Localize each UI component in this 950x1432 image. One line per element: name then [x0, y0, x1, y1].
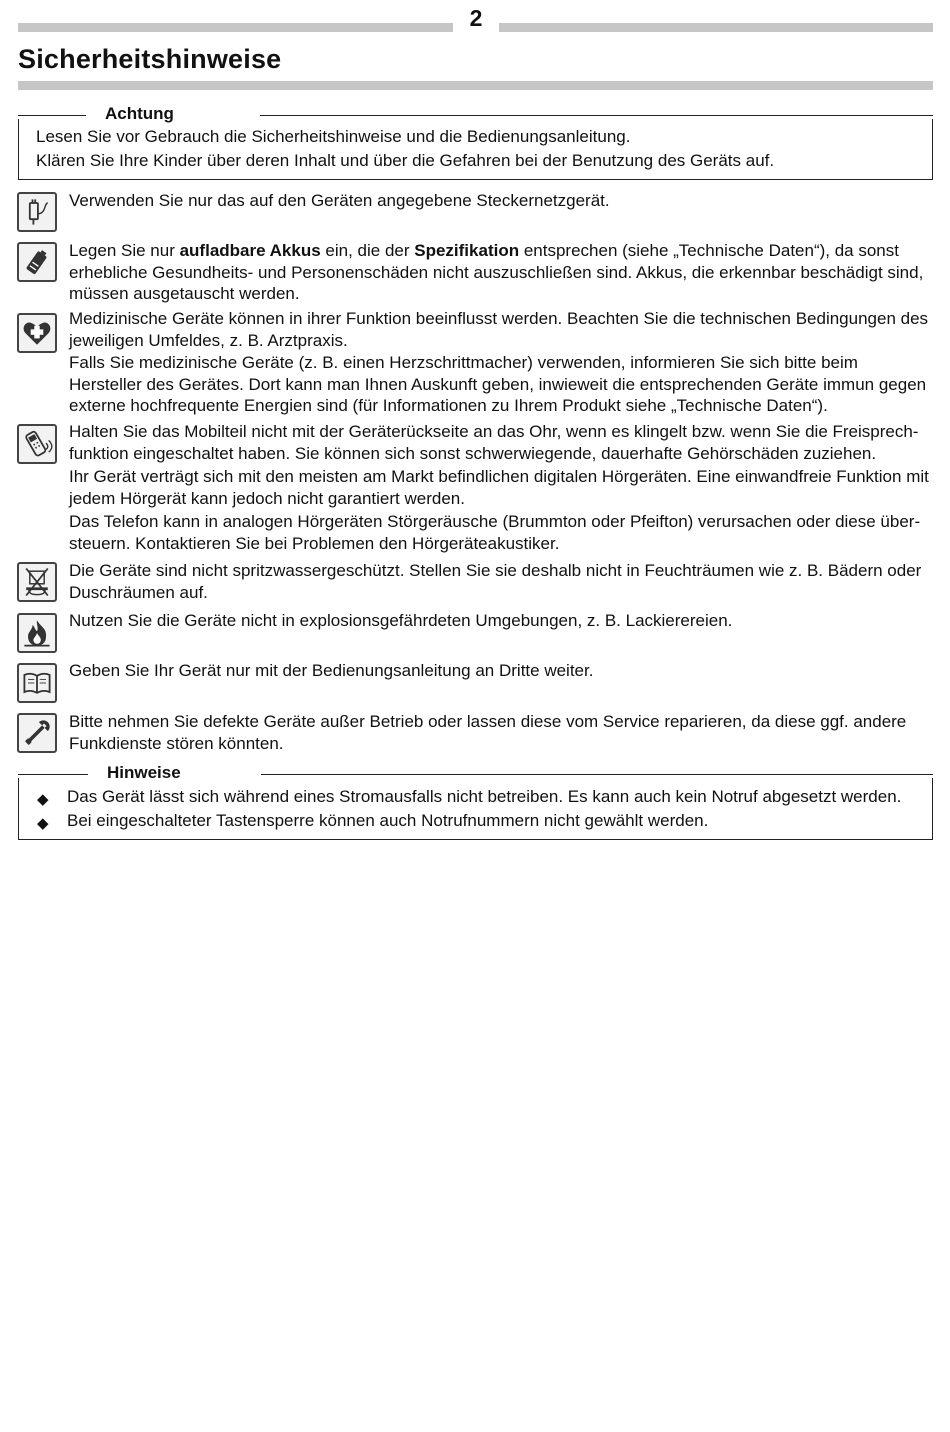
title-rule — [18, 81, 933, 90]
achtung-label: Achtung — [105, 104, 174, 123]
handset-text-3: Das Telefon kann in analogen Hörgeräten Störgeräusche (Brummton oder Pfeifton) verursachen oder diese über-steuern. Kontaktieren Sie bei Problemen den Hörgeräteakustiker. — [69, 512, 921, 553]
hinweise-label: Hinweise — [107, 763, 181, 782]
achtung-line-2: Klären Sie Ihre Kinder über deren Inhalt und über die Gefahren bei der Benutzung des Geräts auf. — [36, 150, 775, 170]
power-adapter-text: Verwenden Sie nur das auf den Geräten angegebene Steckernetzgerät. — [69, 191, 610, 210]
explosion-text: Nutzen Sie die Geräte nicht in explosionsgefährdeten Umgebungen, z. B. Lackierereien. — [69, 611, 733, 630]
battery-icon — [17, 242, 57, 282]
hinweise-box — [18, 778, 933, 840]
explosion-flame-icon — [17, 613, 57, 653]
hinweise-bullet-item — [19, 810, 932, 832]
handset-text-2: Ihr Gerät verträgt sich mit den meisten am Markt befindlichen digitalen Hörgeräten. Eine einwandfreie Funktion mit jedem Hörgerät kann jedoch nicht garantiert werden. — [69, 467, 929, 508]
service-text: Bitte nehmen Sie defekte Geräte außer Betrieb oder lassen diese vom Service reparieren, da diese ggf. andere Funkdienste stören könnten. — [69, 712, 907, 753]
achtung-line-1: Lesen Sie vor Gebrauch die Sicherheitshinweise und die Bedienungsanleitung. — [36, 127, 631, 146]
header-bar-left — [18, 23, 453, 32]
page-title: Sicherheitshinweise — [18, 44, 282, 74]
medical-cross-icon — [17, 313, 57, 353]
battery-text — [69, 240, 935, 305]
diamond-bullet-icon: ◆ — [37, 791, 49, 808]
diamond-bullet-icon: ◆ — [37, 814, 49, 832]
achtung-box — [18, 119, 933, 180]
wrench-icon — [17, 713, 57, 753]
battery-text-part: ein, die der — [320, 241, 415, 260]
page-number: 2 — [469, 5, 483, 31]
manual-book-icon — [17, 663, 57, 703]
water-text: Die Geräte sind nicht spritzwassergeschützt. Stellen Sie sie deshalb nicht in Feuchträumen wie z. B. Bädern oder Duschräumen auf. — [69, 561, 922, 602]
battery-text-part: entsprechen (siehe „Technische Daten“), da sonst erhebliche Gesundheits- und Personenschäden nicht auszuschließen sind. Akkus, die erkennbar beschädigt sind, müssen ausgetauscht werden. — [69, 241, 924, 303]
no-water-icon — [17, 562, 57, 602]
page-header — [18, 4, 933, 38]
medical-text-2: Falls Sie medizinische Geräte (z. B. einen Herzschrittmacher) verwenden, informieren Sie sich bitte beim Hersteller des Gerätes. Dort kann man Ihnen Auskunft geben, inwieweit die entsprechenden Geräte immun gegen externe hochfrequente Energien sind (für Informationen zu Ihrem Produkt siehe „Technische Daten“). — [69, 353, 927, 415]
battery-text-bold-akkus: aufladbare Akkus — [179, 241, 321, 260]
hinweise-bullet-item — [19, 786, 932, 808]
hinweise-bullet-text: Bei eingeschalteter Tastensperre können auch Notrufnummern nicht gewählt werden. — [67, 810, 709, 830]
hinweise-bullet-text: Das Gerät lässt sich während eines Stromausfalls nicht betreiben. Es kann auch kein Notruf abgesetzt werden. — [67, 787, 902, 806]
header-bar-right — [499, 23, 933, 32]
power-adapter-icon — [17, 192, 57, 232]
handset-text-1: Halten Sie das Mobilteil nicht mit der Geräterückseite an das Ohr, wenn es klingelt bzw. wenn Sie die Freisprech-funktion eingeschaltet haben. Sie können sich sonst schwerwiegende, dauerhafte Gehörschäden zuziehen. — [69, 422, 919, 463]
manual-text: Geben Sie Ihr Gerät nur mit der Bedienungsanleitung an Dritte weiter. — [69, 661, 594, 680]
handset-ringing-icon — [17, 424, 57, 464]
medical-text-1: Medizinische Geräte können in ihrer Funktion beeinflusst werden. Beachten Sie die technischen Bedingungen des jeweiligen Umfeldes, z. B. Arztpraxis. — [69, 309, 929, 350]
battery-text-bold-spec: Spezifikation — [414, 241, 520, 260]
battery-text-part: Legen Sie nur — [69, 241, 180, 260]
